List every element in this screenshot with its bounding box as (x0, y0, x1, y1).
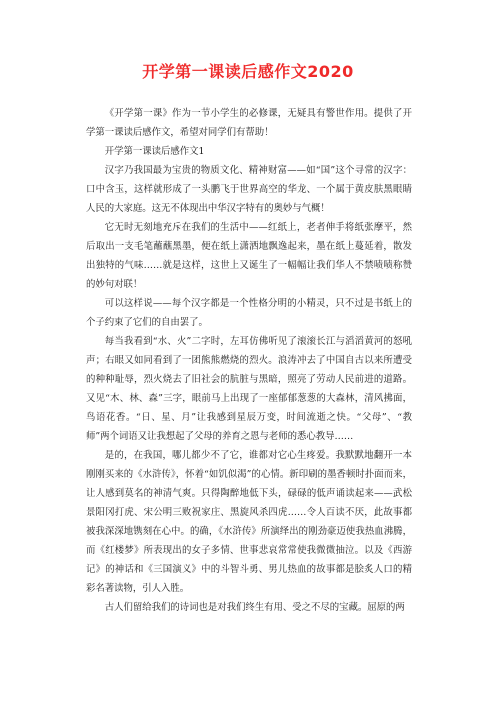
intro-paragraph: 《开学第一课》作为一节小学生的必修课，无疑具有警世作用。提供了开学第一课读后感作文，希望对同学们有帮助！ (86, 108, 412, 138)
body-paragraph: 汉字乃我国最为宝贵的物质文化、精神财富——如“国”这个寻常的汉字：口中含玉，这样就形成了一头鹏飞于世界高空的华龙、一个属于黄皮肤黑眼睛人民的大家庭。这无不体现出中华汉字特有的奥妙与气概！ (86, 165, 412, 214)
body-paragraph: 可以这样说——每个汉字都是一个性格分明的小精灵，只不过是书纸上的个子约束了它们的自由罢了。 (86, 298, 412, 328)
body-paragraph: 每当我看到“水、火”二字时，左耳仿佛听见了滚滚长江与滔滔黄河的怒吼声；右眼又如同看到了一团熊熊燃烧的烈火。浪涛冲去了中国自古以来所遭受的种种耻辱，烈火烧去了旧社会的肮脏与黑暗，照亮了劳动人民前进的道路。又见“木、林、森”三字，眼前马上出现了一座郁郁葱葱的大森林，清风拂面，鸟语花香。“日、星、月”让我感到星辰万变，时间流逝之快。“父母”、“教师”两个词语又让我想起了父母的养育之恩与老师的悉心教导…… (86, 336, 412, 442)
body-paragraph: 它无时无刻地充斥在我们的生活中——红纸上，老者伸手将纸张摩平，然后取出一支毛笔蘸蘸黑墨，便在纸上潇洒地飘逸起来，墨在纸上蔓延着，散发出独特的气味……就是这样，这世上又诞生了一幅幅让我们华人不禁啧啧称赞的妙句对联！ (86, 222, 412, 290)
body-paragraph: 是的，在我国，哪儿都少不了它，谁都对它心生疼爱。我默默地翻开一本刚刚买来的《水浒传》，怀着“如饥似渴”的心情。新印刷的墨香顿时扑面而来，让人感到莫名的神清气爽。只得陶醉地低下头，碌碌的低声诵读起来——武松景阳冈打虎、宋公明三败祝家庄、黑旋风杀四虎……令人百读不厌，此故事都被我深深地镌刻在心中。的确，《水浒传》所演绎出的刚劲豪迈使我热血沸腾，而《红楼梦》所表现出的女子多情、世事悲哀常常使我微微抽泣。以及《西游记》的神话和《三国演义》中的斗智斗勇、男儿热血的故事都是脍炙人口的精彩名著读物，引人入胜。 (86, 450, 412, 594)
body-paragraph: 古人们留给我们的诗词也是对我们终生有用、受之不尽的宝藏。屈原的两 (104, 602, 405, 613)
section-heading: 开学第一课读后感作文1 (104, 146, 205, 157)
document-body (86, 104, 412, 617)
document-title: 开学第一课读后感作文2020 (142, 62, 354, 81)
